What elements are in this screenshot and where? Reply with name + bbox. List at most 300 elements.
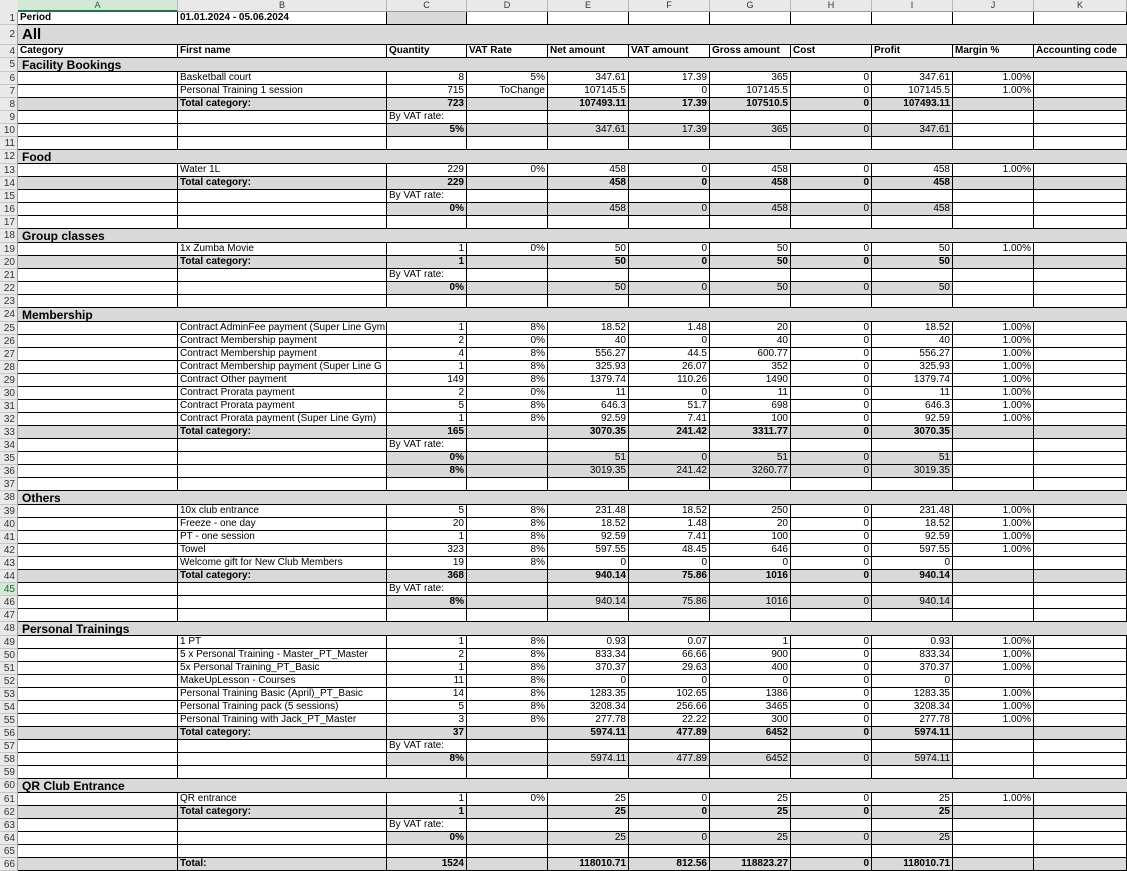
item-value[interactable]: 8% <box>467 701 548 714</box>
empty-cell[interactable] <box>872 137 953 150</box>
empty-cell[interactable] <box>467 845 548 858</box>
item-value[interactable]: 352 <box>710 361 791 374</box>
row-header[interactable]: 18 <box>0 229 18 243</box>
item-name[interactable]: Contract Membership payment (Super Line G <box>178 361 387 374</box>
empty-cell[interactable] <box>548 12 629 25</box>
item-name[interactable]: Personal Training with Jack_PT_Master <box>178 714 387 727</box>
row-header[interactable]: 6 <box>0 72 18 85</box>
row-header[interactable]: 52 <box>0 675 18 688</box>
column-header-d[interactable]: D <box>467 0 548 12</box>
empty-cell[interactable] <box>18 111 178 124</box>
vat-value[interactable]: 0 <box>791 465 872 478</box>
item-value[interactable]: 7.41 <box>629 531 710 544</box>
empty-cell[interactable] <box>548 845 629 858</box>
vat-value[interactable]: 458 <box>872 203 953 216</box>
total-value[interactable]: 0 <box>629 256 710 269</box>
item-value[interactable]: 370.37 <box>548 662 629 675</box>
empty-cell[interactable] <box>953 753 1034 766</box>
empty-cell[interactable] <box>18 216 178 229</box>
empty-cell[interactable] <box>953 111 1034 124</box>
empty-cell[interactable] <box>1034 137 1127 150</box>
vat-value[interactable]: 241.42 <box>629 465 710 478</box>
by-vat-label[interactable]: By VAT rate: <box>387 740 467 753</box>
empty-cell[interactable] <box>18 335 178 348</box>
row-header[interactable]: 31 <box>0 400 18 413</box>
empty-cell[interactable] <box>467 596 548 609</box>
item-value[interactable]: 40 <box>710 335 791 348</box>
item-value[interactable]: 19 <box>387 557 467 570</box>
item-value[interactable]: 0 <box>791 413 872 426</box>
item-value[interactable]: 20 <box>710 322 791 335</box>
empty-cell[interactable] <box>387 216 467 229</box>
row-header[interactable]: 58 <box>0 753 18 766</box>
empty-cell[interactable] <box>178 190 387 203</box>
vat-rate[interactable]: 0% <box>387 452 467 465</box>
empty-cell[interactable] <box>18 819 178 832</box>
item-value[interactable]: 18.52 <box>629 505 710 518</box>
empty-cell[interactable] <box>953 12 1034 25</box>
empty-cell[interactable] <box>872 478 953 491</box>
empty-cell[interactable] <box>1034 845 1127 858</box>
total-value[interactable]: 50 <box>548 256 629 269</box>
item-value[interactable]: 8% <box>467 714 548 727</box>
item-name[interactable]: 5 x Personal Training - Master_PT_Master <box>178 649 387 662</box>
empty-cell[interactable] <box>18 714 178 727</box>
vat-value[interactable]: 0 <box>791 124 872 137</box>
total-value[interactable]: 0 <box>629 177 710 190</box>
item-value[interactable]: 1.00% <box>953 662 1034 675</box>
by-vat-label[interactable]: By VAT rate: <box>387 439 467 452</box>
item-value[interactable]: 0 <box>791 85 872 98</box>
empty-cell[interactable] <box>467 832 548 845</box>
empty-cell[interactable] <box>1034 348 1127 361</box>
empty-cell[interactable] <box>387 845 467 858</box>
item-value[interactable]: 0 <box>629 164 710 177</box>
empty-cell[interactable] <box>18 727 178 740</box>
empty-cell[interactable] <box>953 478 1034 491</box>
empty-cell[interactable] <box>387 295 467 308</box>
empty-cell[interactable] <box>18 793 178 806</box>
empty-cell[interactable] <box>710 295 791 308</box>
item-value[interactable]: 44.5 <box>629 348 710 361</box>
empty-cell[interactable] <box>467 177 548 190</box>
total-value[interactable]: 940.14 <box>872 570 953 583</box>
item-value[interactable]: 1.00% <box>953 361 1034 374</box>
empty-cell[interactable] <box>1034 609 1127 622</box>
total-value[interactable]: 0 <box>629 806 710 819</box>
row-header[interactable]: 40 <box>0 518 18 531</box>
empty-cell[interactable] <box>629 12 710 25</box>
item-value[interactable]: 51.7 <box>629 400 710 413</box>
empty-cell[interactable] <box>953 137 1034 150</box>
column-title[interactable]: Accounting code <box>1034 45 1127 58</box>
empty-cell[interactable] <box>178 295 387 308</box>
empty-cell[interactable] <box>18 596 178 609</box>
empty-cell[interactable] <box>18 322 178 335</box>
vat-value[interactable]: 75.86 <box>629 596 710 609</box>
empty-cell[interactable] <box>1034 531 1127 544</box>
item-value[interactable]: 600.77 <box>710 348 791 361</box>
item-value[interactable]: 5 <box>387 400 467 413</box>
empty-cell[interactable] <box>178 216 387 229</box>
empty-cell[interactable] <box>18 387 178 400</box>
total-value[interactable]: 477.89 <box>629 727 710 740</box>
empty-cell[interactable] <box>18 583 178 596</box>
empty-cell[interactable] <box>1034 216 1127 229</box>
item-value[interactable]: 8% <box>467 322 548 335</box>
item-value[interactable]: 8% <box>467 688 548 701</box>
empty-cell[interactable] <box>629 295 710 308</box>
empty-cell[interactable] <box>18 636 178 649</box>
item-value[interactable]: 25 <box>548 793 629 806</box>
empty-cell[interactable] <box>710 137 791 150</box>
empty-cell[interactable] <box>18 413 178 426</box>
row-header[interactable]: 38 <box>0 491 18 505</box>
empty-cell[interactable] <box>467 426 548 439</box>
item-value[interactable]: 1 <box>387 243 467 256</box>
empty-cell[interactable] <box>1034 596 1127 609</box>
item-value[interactable]: 1.00% <box>953 688 1034 701</box>
item-value[interactable]: 0 <box>629 387 710 400</box>
item-value[interactable]: 18.52 <box>872 322 953 335</box>
vat-value[interactable]: 0 <box>791 452 872 465</box>
vat-rate[interactable]: 8% <box>387 753 467 766</box>
item-value[interactable]: 0 <box>791 361 872 374</box>
total-value[interactable]: 1 <box>387 256 467 269</box>
item-value[interactable]: 1.00% <box>953 85 1034 98</box>
item-value[interactable]: 92.59 <box>872 531 953 544</box>
item-value[interactable]: 0.93 <box>548 636 629 649</box>
empty-cell[interactable] <box>18 675 178 688</box>
total-value[interactable]: 50 <box>710 256 791 269</box>
vat-rate[interactable]: 0% <box>387 832 467 845</box>
row-header[interactable]: 35 <box>0 452 18 465</box>
item-value[interactable]: 231.48 <box>548 505 629 518</box>
empty-cell[interactable] <box>18 177 178 190</box>
item-value[interactable]: 1 <box>387 793 467 806</box>
item-name[interactable]: Basketball court <box>178 72 387 85</box>
item-value[interactable]: 50 <box>548 243 629 256</box>
by-vat-label[interactable]: By VAT rate: <box>387 819 467 832</box>
empty-cell[interactable] <box>1034 675 1127 688</box>
empty-cell[interactable] <box>18 832 178 845</box>
item-value[interactable]: 5 <box>387 701 467 714</box>
empty-cell[interactable] <box>710 766 791 779</box>
empty-cell[interactable] <box>178 465 387 478</box>
item-value[interactable]: 100 <box>710 413 791 426</box>
empty-cell[interactable] <box>18 465 178 478</box>
item-value[interactable]: 1.00% <box>953 793 1034 806</box>
total-value[interactable]: 107493.11 <box>872 98 953 111</box>
empty-cell[interactable] <box>178 766 387 779</box>
empty-cell[interactable] <box>710 190 791 203</box>
empty-cell[interactable] <box>1034 374 1127 387</box>
item-value[interactable]: 11 <box>710 387 791 400</box>
item-value[interactable]: 40 <box>548 335 629 348</box>
empty-cell[interactable] <box>953 766 1034 779</box>
row-header[interactable]: 27 <box>0 348 18 361</box>
row-header[interactable]: 51 <box>0 662 18 675</box>
item-value[interactable]: 229 <box>387 164 467 177</box>
empty-cell[interactable] <box>1034 124 1127 137</box>
item-value[interactable]: 1.00% <box>953 505 1034 518</box>
total-category-label[interactable]: Total category: <box>178 177 387 190</box>
empty-cell[interactable] <box>1034 701 1127 714</box>
item-value[interactable]: 0 <box>629 335 710 348</box>
empty-cell[interactable] <box>953 806 1034 819</box>
row-header[interactable]: 7 <box>0 85 18 98</box>
empty-cell[interactable] <box>1034 662 1127 675</box>
item-value[interactable]: 0 <box>629 675 710 688</box>
empty-cell[interactable] <box>1034 505 1127 518</box>
empty-cell[interactable] <box>629 845 710 858</box>
item-name[interactable]: Contract Prorata payment (Super Line Gym) <box>178 413 387 426</box>
column-title[interactable]: Category <box>18 45 178 58</box>
empty-cell[interactable] <box>1034 243 1127 256</box>
item-value[interactable]: 0 <box>629 85 710 98</box>
vat-value[interactable]: 50 <box>548 282 629 295</box>
row-header[interactable]: 4 <box>0 45 18 58</box>
grand-total-value[interactable]: 0 <box>791 858 872 871</box>
empty-cell[interactable] <box>387 12 467 25</box>
item-value[interactable]: 0 <box>710 557 791 570</box>
empty-cell[interactable] <box>872 583 953 596</box>
item-value[interactable]: 25 <box>872 793 953 806</box>
empty-cell[interactable] <box>548 190 629 203</box>
item-value[interactable]: 1.00% <box>953 413 1034 426</box>
empty-cell[interactable] <box>18 243 178 256</box>
item-value[interactable]: 0 <box>710 675 791 688</box>
vat-value[interactable]: 3019.35 <box>548 465 629 478</box>
column-header-k[interactable]: K <box>1034 0 1127 12</box>
empty-cell[interactable] <box>18 518 178 531</box>
row-header[interactable]: 14 <box>0 177 18 190</box>
item-value[interactable]: 1.00% <box>953 164 1034 177</box>
item-value[interactable]: 325.93 <box>548 361 629 374</box>
empty-cell[interactable] <box>1034 636 1127 649</box>
item-value[interactable]: 20 <box>710 518 791 531</box>
item-value[interactable]: 1.00% <box>953 374 1034 387</box>
row-header[interactable]: 13 <box>0 164 18 177</box>
item-value[interactable]: 0 <box>791 557 872 570</box>
total-value[interactable]: 17.39 <box>629 98 710 111</box>
row-header[interactable]: 19 <box>0 243 18 256</box>
empty-cell[interactable] <box>710 111 791 124</box>
grand-total-label[interactable]: Total: <box>178 858 387 871</box>
item-value[interactable]: 0 <box>791 662 872 675</box>
total-value[interactable]: 165 <box>387 426 467 439</box>
total-value[interactable]: 0 <box>791 806 872 819</box>
empty-cell[interactable] <box>18 505 178 518</box>
item-value[interactable]: 7.41 <box>629 413 710 426</box>
item-name[interactable]: Personal Training 1 session <box>178 85 387 98</box>
vat-rate[interactable]: 8% <box>387 596 467 609</box>
item-value[interactable]: 17.39 <box>629 72 710 85</box>
empty-cell[interactable] <box>1034 85 1127 98</box>
item-value[interactable]: 18.52 <box>548 322 629 335</box>
item-name[interactable]: 5x Personal Training_PT_Basic <box>178 662 387 675</box>
row-header[interactable]: 60 <box>0 779 18 793</box>
empty-cell[interactable] <box>18 531 178 544</box>
item-value[interactable]: 0 <box>791 531 872 544</box>
item-value[interactable]: 107145.5 <box>710 85 791 98</box>
grand-total-value[interactable]: 118010.71 <box>548 858 629 871</box>
empty-cell[interactable] <box>629 583 710 596</box>
item-value[interactable]: 900 <box>710 649 791 662</box>
item-value[interactable]: 3208.34 <box>872 701 953 714</box>
empty-cell[interactable] <box>1034 190 1127 203</box>
empty-cell[interactable] <box>18 269 178 282</box>
item-value[interactable]: 29.63 <box>629 662 710 675</box>
total-category-label[interactable]: Total category: <box>178 256 387 269</box>
vat-value[interactable]: 0 <box>791 282 872 295</box>
item-value[interactable]: 1283.35 <box>872 688 953 701</box>
empty-cell[interactable] <box>18 361 178 374</box>
empty-cell[interactable] <box>178 282 387 295</box>
item-value[interactable]: 1 <box>387 636 467 649</box>
empty-cell[interactable] <box>953 124 1034 137</box>
empty-cell[interactable] <box>1034 203 1127 216</box>
empty-cell[interactable] <box>178 478 387 491</box>
empty-cell[interactable] <box>953 452 1034 465</box>
empty-cell[interactable] <box>791 269 872 282</box>
row-header[interactable]: 48 <box>0 622 18 636</box>
row-header[interactable]: 47 <box>0 609 18 622</box>
empty-cell[interactable] <box>629 478 710 491</box>
item-value[interactable]: 3208.34 <box>548 701 629 714</box>
empty-cell[interactable] <box>953 596 1034 609</box>
item-value[interactable]: 11 <box>872 387 953 400</box>
vat-value[interactable]: 0 <box>791 753 872 766</box>
column-header-b[interactable]: B <box>178 0 387 12</box>
item-name[interactable]: 10x club entrance <box>178 505 387 518</box>
item-value[interactable]: 0 <box>791 322 872 335</box>
total-category-label[interactable]: Total category: <box>178 727 387 740</box>
empty-cell[interactable] <box>548 269 629 282</box>
item-value[interactable]: 5 <box>387 505 467 518</box>
item-value[interactable]: 14 <box>387 688 467 701</box>
total-value[interactable]: 723 <box>387 98 467 111</box>
empty-cell[interactable] <box>872 845 953 858</box>
empty-cell[interactable] <box>18 452 178 465</box>
empty-cell[interactable] <box>953 609 1034 622</box>
empty-cell[interactable] <box>1034 688 1127 701</box>
empty-cell[interactable] <box>872 740 953 753</box>
item-value[interactable]: 18.52 <box>548 518 629 531</box>
empty-cell[interactable] <box>467 727 548 740</box>
empty-cell[interactable] <box>791 845 872 858</box>
empty-cell[interactable] <box>548 766 629 779</box>
empty-cell[interactable] <box>1034 164 1127 177</box>
row-header[interactable]: 5 <box>0 58 18 72</box>
grand-total-value[interactable]: 118823.27 <box>710 858 791 871</box>
empty-cell[interactable] <box>178 124 387 137</box>
item-value[interactable]: 0 <box>791 793 872 806</box>
empty-cell[interactable] <box>178 583 387 596</box>
empty-cell[interactable] <box>467 111 548 124</box>
column-header-c[interactable]: C <box>387 0 467 12</box>
row-header[interactable]: 55 <box>0 714 18 727</box>
item-value[interactable]: 1 <box>387 413 467 426</box>
row-header[interactable]: 36 <box>0 465 18 478</box>
empty-cell[interactable] <box>791 583 872 596</box>
item-value[interactable]: 149 <box>387 374 467 387</box>
total-value[interactable]: 107510.5 <box>710 98 791 111</box>
item-value[interactable]: 0 <box>791 505 872 518</box>
total-value[interactable]: 368 <box>387 570 467 583</box>
grand-total-value[interactable]: 118010.71 <box>872 858 953 871</box>
total-value[interactable]: 0 <box>791 98 872 111</box>
empty-cell[interactable] <box>1034 544 1127 557</box>
vat-value[interactable]: 50 <box>872 282 953 295</box>
total-value[interactable]: 3070.35 <box>548 426 629 439</box>
empty-cell[interactable] <box>18 609 178 622</box>
empty-cell[interactable] <box>18 348 178 361</box>
vat-value[interactable]: 5974.11 <box>872 753 953 766</box>
row-header[interactable]: 16 <box>0 203 18 216</box>
row-header[interactable]: 54 <box>0 701 18 714</box>
empty-cell[interactable] <box>1034 269 1127 282</box>
row-header[interactable]: 30 <box>0 387 18 400</box>
empty-cell[interactable] <box>387 609 467 622</box>
item-value[interactable]: 1.00% <box>953 518 1034 531</box>
column-title[interactable]: First name <box>178 45 387 58</box>
column-header-a[interactable]: A <box>18 0 178 12</box>
row-header[interactable]: 49 <box>0 636 18 649</box>
item-value[interactable]: 3 <box>387 714 467 727</box>
vat-value[interactable]: 347.61 <box>548 124 629 137</box>
period-label[interactable]: Period <box>18 12 178 25</box>
vat-rate[interactable]: 0% <box>387 203 467 216</box>
item-value[interactable]: 1.00% <box>953 335 1034 348</box>
period-value[interactable]: 01.01.2024 - 05.06.2024 <box>178 12 387 25</box>
empty-cell[interactable] <box>178 845 387 858</box>
empty-cell[interactable] <box>710 12 791 25</box>
total-value[interactable]: 1016 <box>710 570 791 583</box>
empty-cell[interactable] <box>467 256 548 269</box>
item-value[interactable]: 1 <box>387 322 467 335</box>
empty-cell[interactable] <box>953 845 1034 858</box>
item-name[interactable]: Towel <box>178 544 387 557</box>
empty-cell[interactable] <box>953 269 1034 282</box>
item-value[interactable]: 556.27 <box>548 348 629 361</box>
item-value[interactable]: 1 <box>710 636 791 649</box>
empty-cell[interactable] <box>1034 452 1127 465</box>
empty-cell[interactable] <box>1034 295 1127 308</box>
empty-cell[interactable] <box>467 740 548 753</box>
total-value[interactable]: 107493.11 <box>548 98 629 111</box>
empty-cell[interactable] <box>548 295 629 308</box>
column-title[interactable]: Cost <box>791 45 872 58</box>
item-value[interactable]: 256.66 <box>629 701 710 714</box>
empty-cell[interactable] <box>953 256 1034 269</box>
empty-cell[interactable] <box>953 282 1034 295</box>
row-header[interactable]: 26 <box>0 335 18 348</box>
row-header[interactable]: 8 <box>0 98 18 111</box>
empty-cell[interactable] <box>710 216 791 229</box>
empty-cell[interactable] <box>710 583 791 596</box>
item-value[interactable]: 107145.5 <box>548 85 629 98</box>
item-value[interactable]: 698 <box>710 400 791 413</box>
total-value[interactable]: 25 <box>548 806 629 819</box>
item-value[interactable]: 597.55 <box>548 544 629 557</box>
item-value[interactable]: 8% <box>467 400 548 413</box>
empty-cell[interactable] <box>18 649 178 662</box>
empty-cell[interactable] <box>791 137 872 150</box>
item-value[interactable]: 48.45 <box>629 544 710 557</box>
vat-value[interactable]: 17.39 <box>629 124 710 137</box>
empty-cell[interactable] <box>710 478 791 491</box>
